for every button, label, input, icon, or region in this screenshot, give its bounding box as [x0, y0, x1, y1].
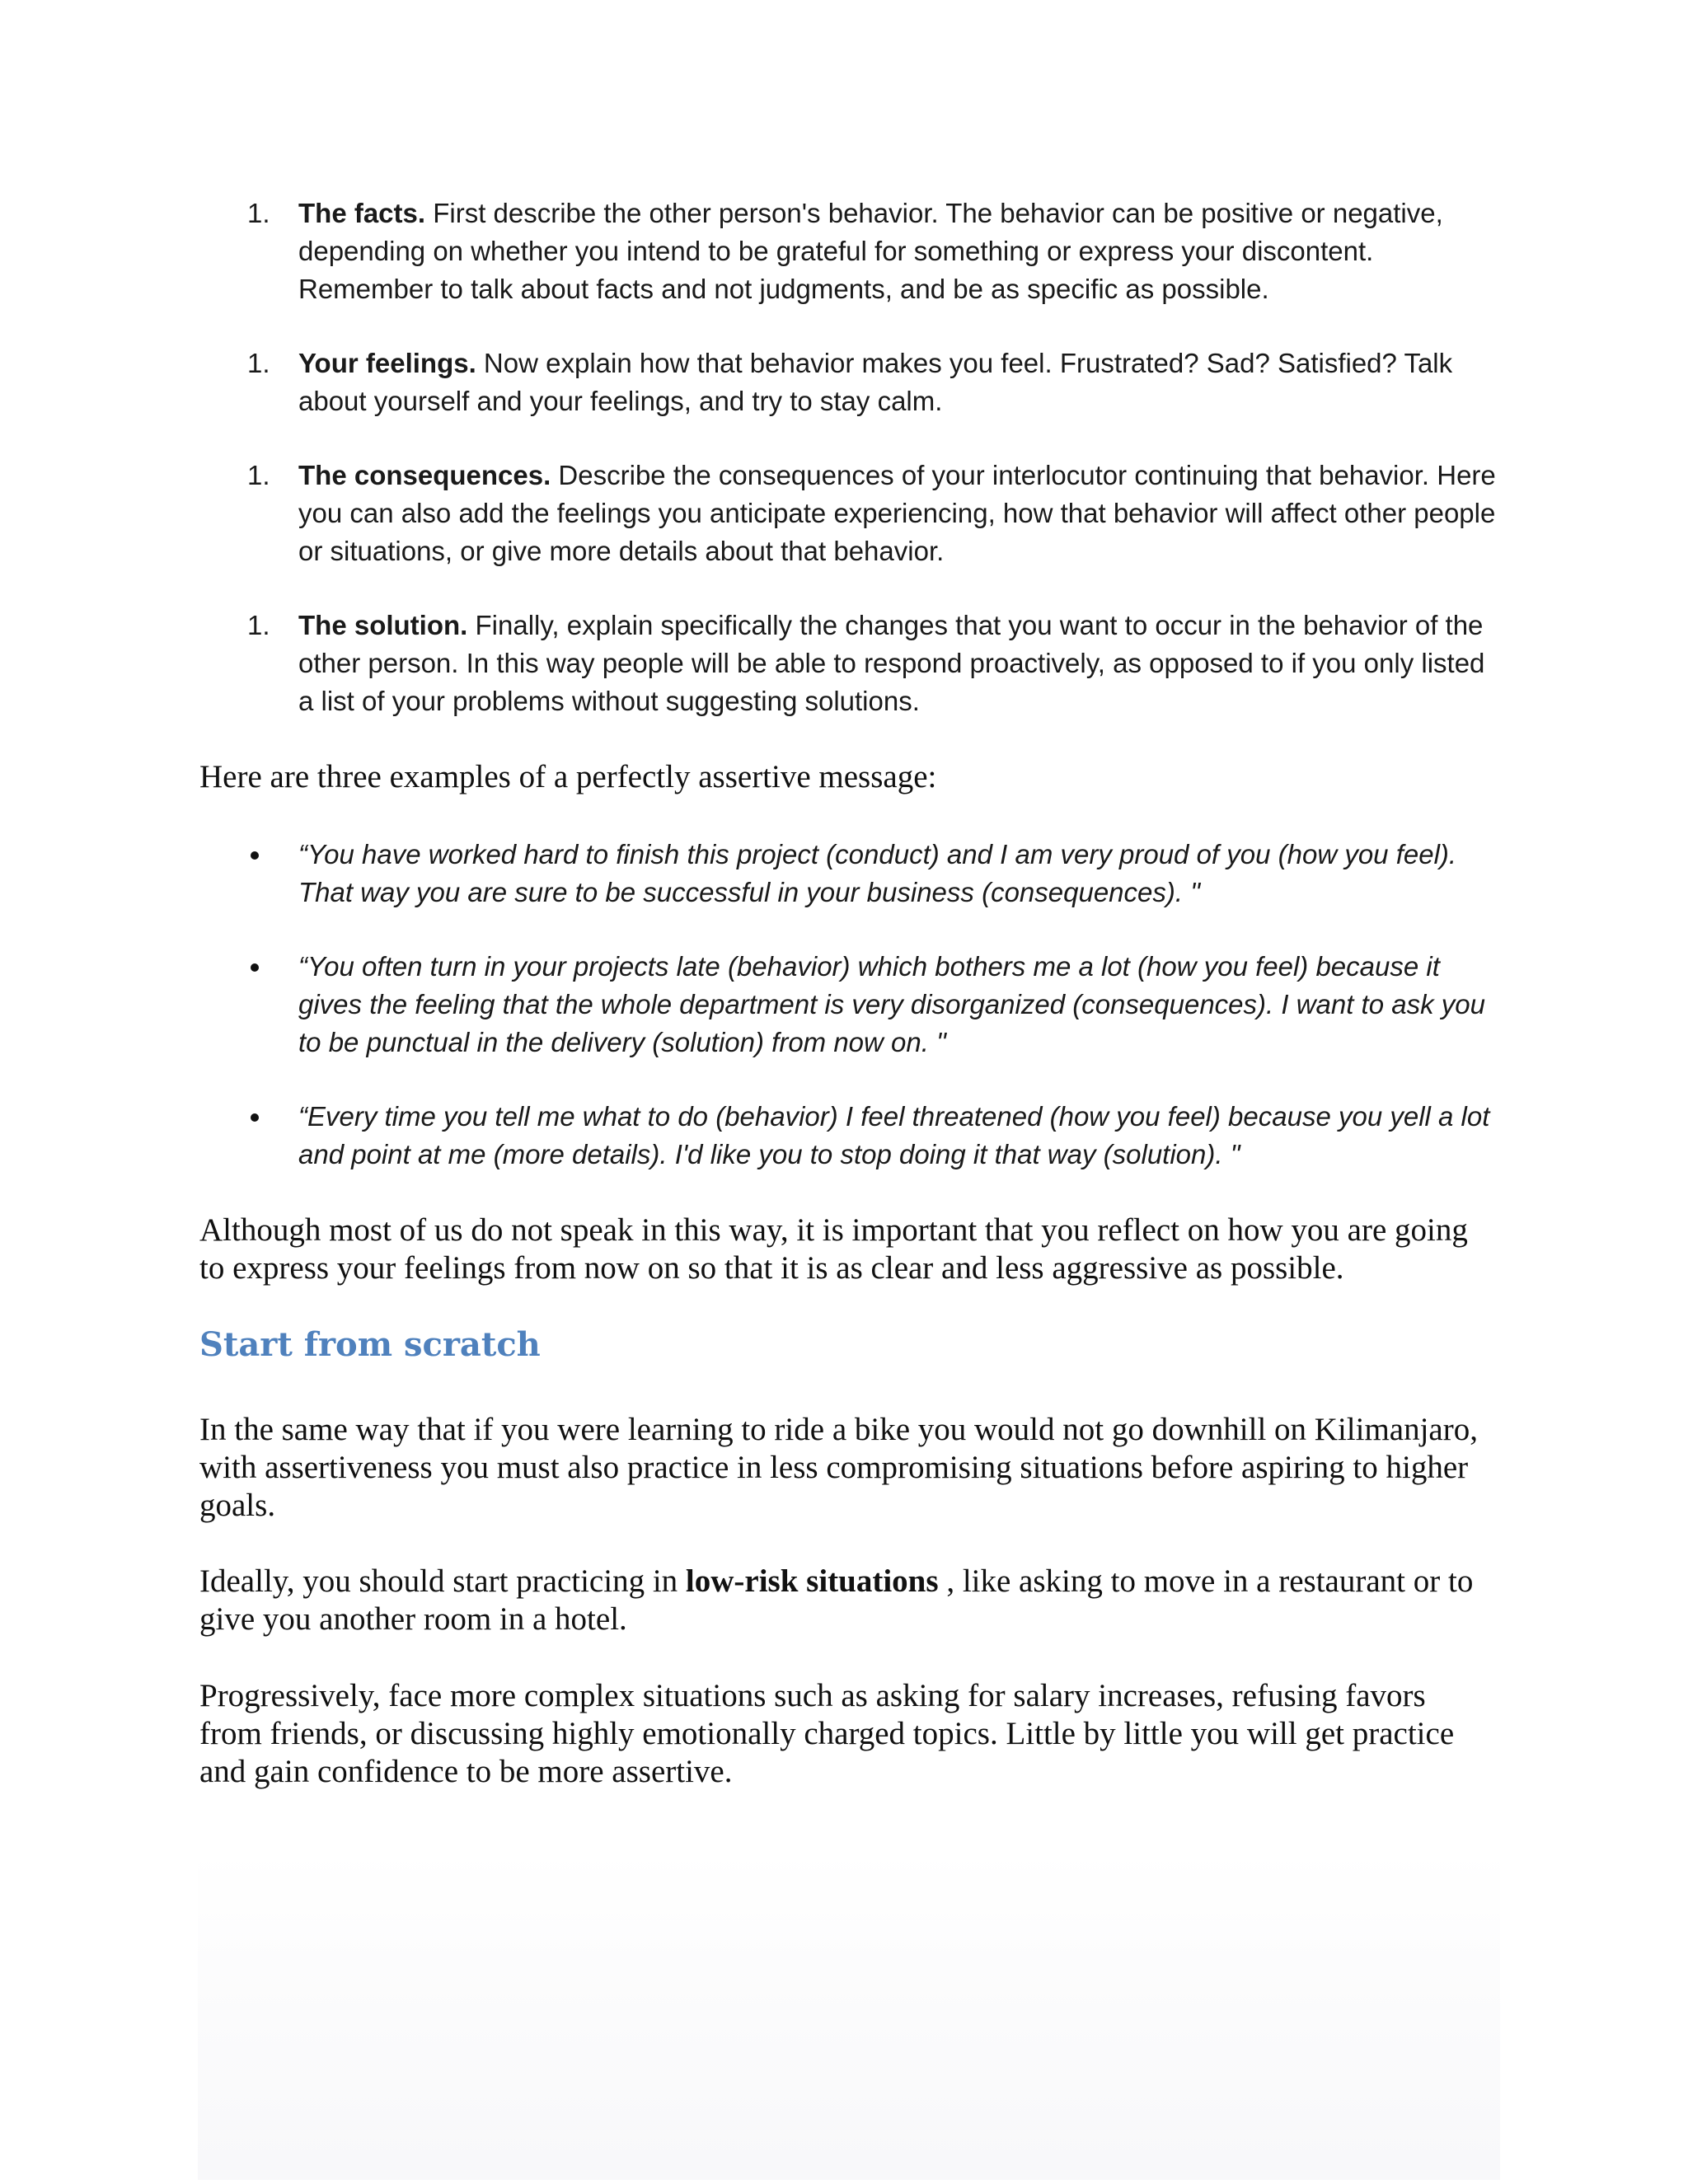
bullet-icon: [251, 1113, 259, 1122]
example-item-2: [247, 948, 1500, 1062]
paragraph-ideally: [199, 1563, 1493, 1638]
list-item-title: The consequences.: [298, 460, 551, 490]
list-marker: 1.: [247, 198, 270, 228]
example-text: “You have worked hard to finish this project (conduct) and I am very proud of you (how you feel). That way you are sure to be successful in your business (consequences). ": [298, 839, 1457, 907]
paragraph-progressively: Progressively, face more complex situations such as asking for salary increases, refusing favors from friends, or discussing highly emotionally charged topics. Little by little you will get practice and gain confidence to be more assertive.: [199, 1678, 1455, 1789]
paragraph-text: , like asking to move in a restaurant or to give you another room in a hotel.: [199, 1563, 1474, 1637]
section-heading: Start from scratch: [199, 1325, 541, 1364]
list-marker: 1.: [247, 460, 270, 490]
page-shadow: [198, 1850, 1500, 2180]
paragraph-bike: In the same way that if you were learning to ride a bike you would not go downhill on Kilimanjaro, with assertiveness you must also practice in less compromising situations before aspiring to higher goals.: [199, 1412, 1478, 1523]
paragraph-reflect: Although most of us do not speak in this way, it is important that you reflect on how you are going to express your feelings from now on so that it is as clear and less aggressive as possible.: [199, 1212, 1468, 1286]
list-item-text: Now explain how that behavior makes you feel. Frustrated? Sad? Satisfied? Talk about yourself and your feelings, and try to stay calm.: [298, 348, 1453, 416]
examples-intro: Here are three examples of a perfectly assertive message:: [199, 759, 937, 794]
bullet-icon: [251, 963, 259, 972]
list-item-title: The solution.: [298, 610, 468, 640]
list-marker: 1.: [247, 348, 270, 378]
list-item-text: First describe the other person's behavior. The behavior can be positive or negative, depending on whether you intend to be grateful for something or express your discontent. Remember to talk about facts and not judgments, and be as specific as possible.: [298, 198, 1443, 304]
paragraph-emphasis: low-risk situations: [685, 1563, 939, 1599]
paragraph-text: Ideally, you should start practicing in: [199, 1563, 686, 1599]
example-item-1: [247, 836, 1500, 912]
example-text: “You often turn in your projects late (behavior) which bothers me a lot (how you feel) because it gives the feeling that the whole department is very disorganized (consequences). I want to ask you to be punctual in the delivery (solution) from now on. ": [298, 951, 1485, 1057]
list-item-facts: [247, 194, 1500, 308]
list-item-title: Your feelings.: [298, 348, 476, 378]
list-item-text: Finally, explain specifically the changes that you want to occur in the behavior of the other person. In this way people will be able to respond proactively, as opposed to if you only listed a list of your problems without suggesting solutions.: [298, 610, 1485, 716]
list-item-solution: [247, 607, 1500, 720]
list-item-title: The facts.: [298, 198, 426, 228]
list-item-text: Describe the consequences of your interlocutor continuing that behavior. Here you can also add the feelings you anticipate experiencing, how that behavior will affect other people or situations, or give more details about that behavior.: [298, 460, 1496, 566]
list-item-feelings: [247, 344, 1500, 420]
list-marker: 1.: [247, 610, 270, 640]
example-item-3: [247, 1098, 1500, 1174]
list-item-consequences: [247, 457, 1500, 570]
bullet-icon: [251, 851, 259, 860]
example-text: “Every time you tell me what to do (behavior) I feel threatened (how you feel) because you yell a lot and point at me (more details). I'd like you to stop doing it that way (solution). ": [298, 1101, 1490, 1169]
